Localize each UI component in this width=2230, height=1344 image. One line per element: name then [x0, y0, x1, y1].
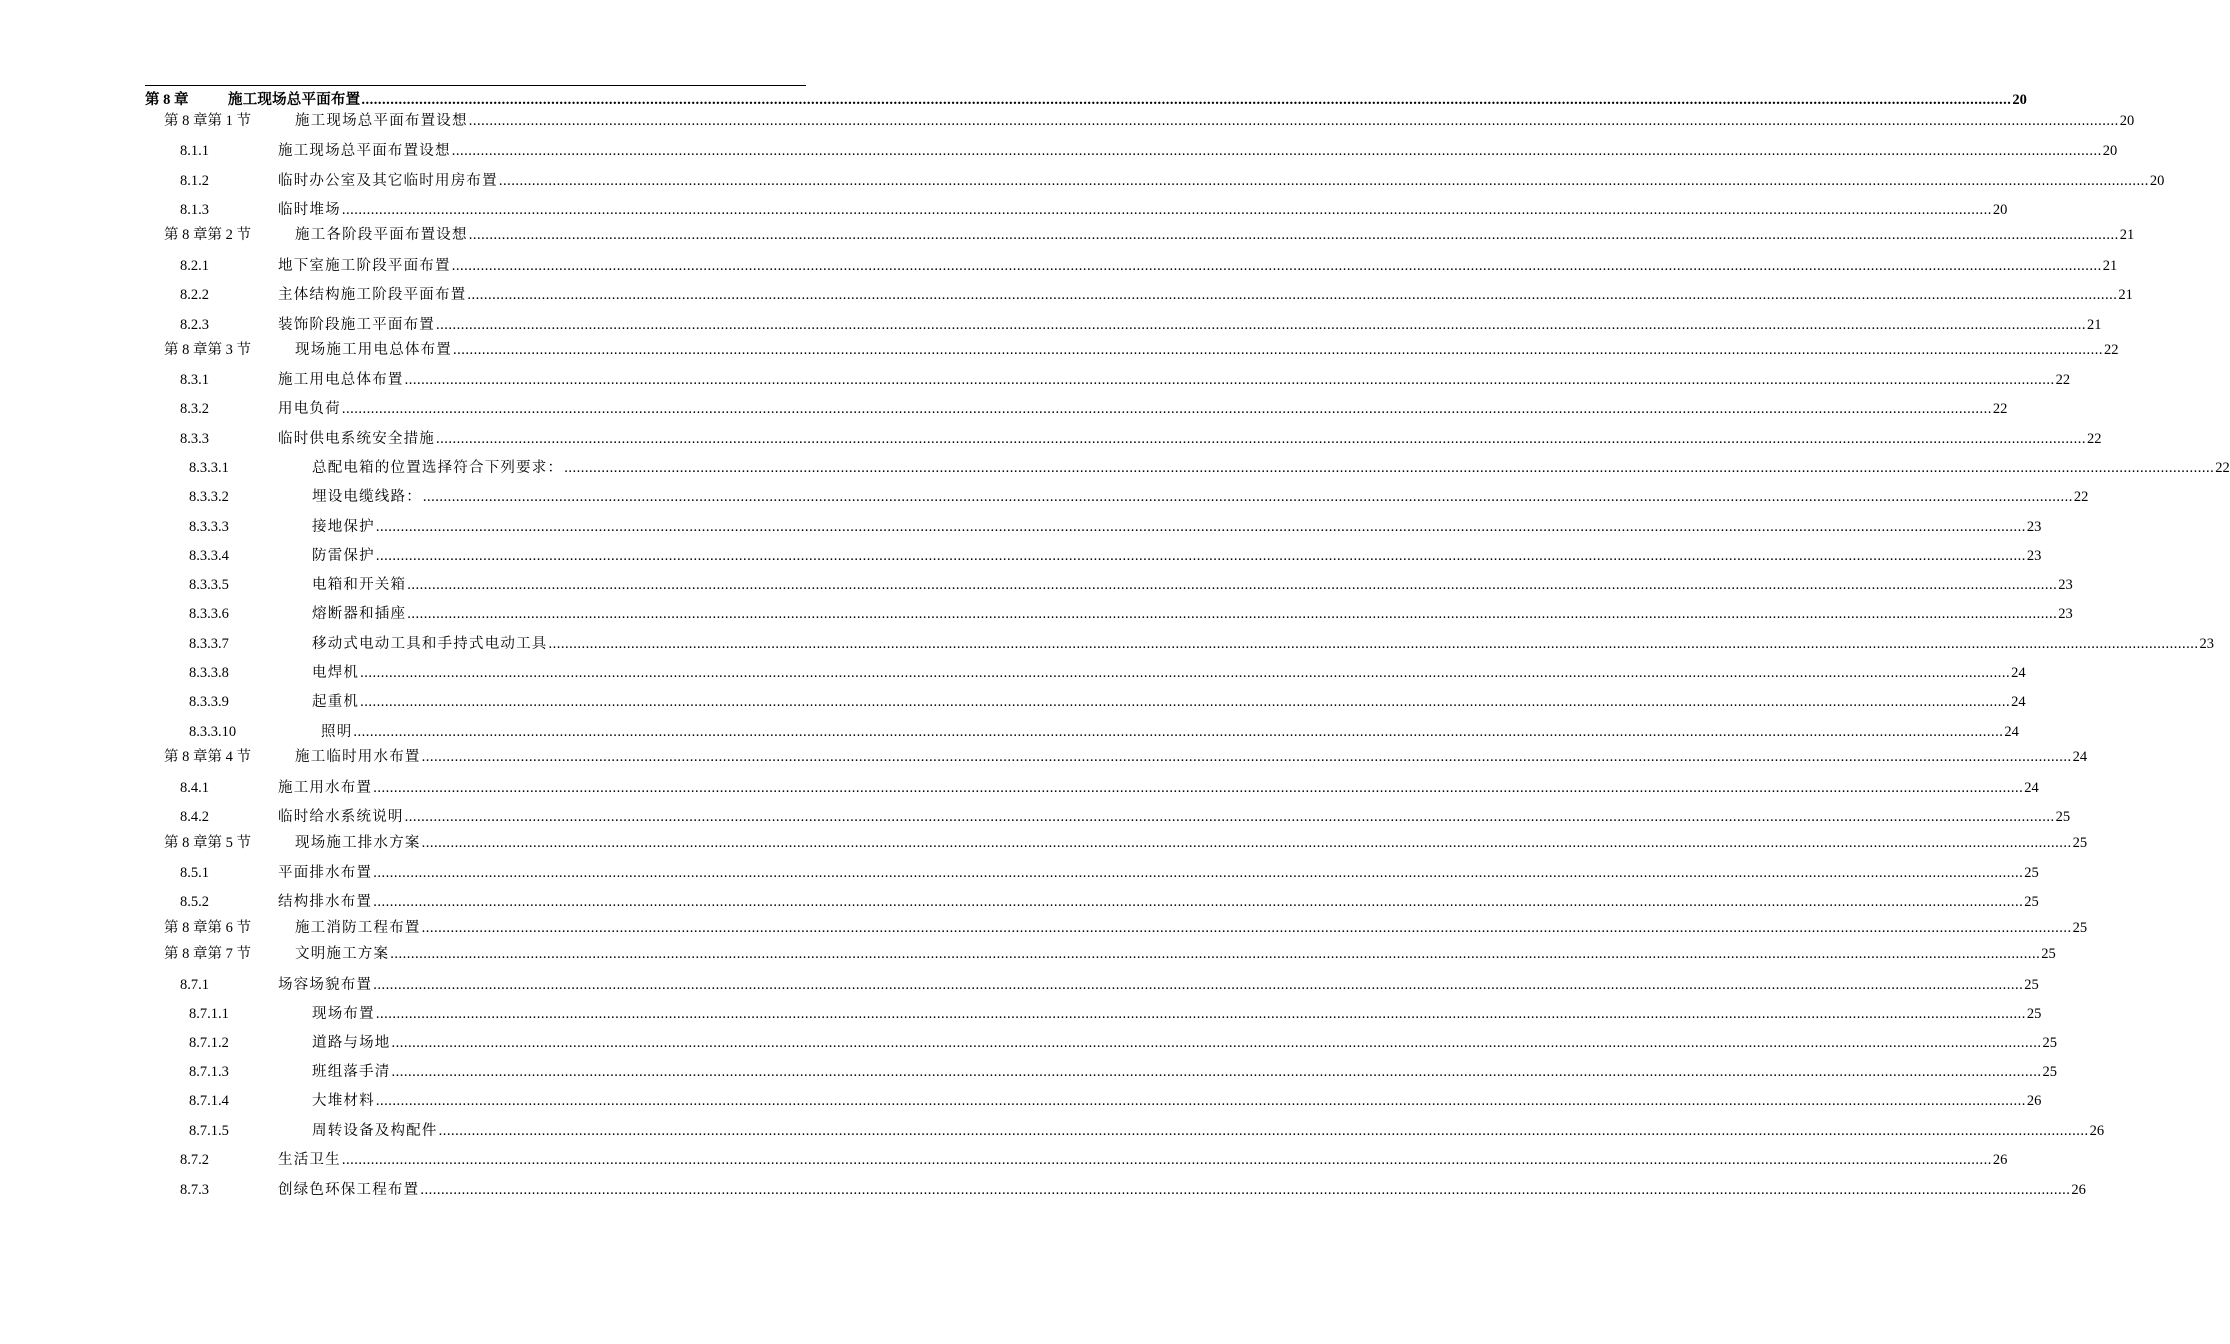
toc-dot-leader: ................................................................................................................................................................................................................................................................................................................................................................................................................ — [390, 946, 2041, 962]
toc-dot-leader: ................................................................................................................................................................................................................................................................................................................................................................................................................ — [564, 460, 2215, 476]
toc-entry-title: 道路与场地 — [312, 1035, 391, 1051]
toc-entry-title: 总配电箱的位置选择符合下列要求： — [312, 460, 564, 476]
toc-page-number: 23 — [2026, 548, 2042, 564]
toc-page-number: 26 — [2026, 1093, 2042, 1109]
toc-entry-number: 8.2.1 — [180, 258, 209, 274]
toc-page-number: 26 — [1992, 1152, 2008, 1168]
toc-entry-title: 熔断器和插座 — [312, 606, 407, 622]
toc-entry-title: 现场布置 — [312, 1006, 375, 1022]
toc-dot-leader: ................................................................................................................................................................................................................................................................................................................................................................................................................ — [341, 401, 1992, 417]
toc-entry-title: 施工用水布置 — [278, 780, 373, 796]
toc-entry-title: 结构排水布置 — [278, 894, 373, 910]
toc-entry-title: 主体结构施工阶段平面布置 — [278, 287, 467, 303]
toc-entry-number: 8.7.1.3 — [189, 1064, 229, 1080]
toc-page-number: 24 — [2024, 780, 2039, 796]
toc-page-number: 23 — [2058, 606, 2073, 622]
toc-entry-number: 8.3.3.10 — [189, 724, 237, 740]
toc-page-number: 24 — [2004, 724, 2019, 740]
toc-entry[interactable] — [0, 778, 2039, 798]
toc-dot-leader: ................................................................................................................................................................................................................................................................................................................................................................................................................ — [375, 548, 2026, 564]
toc-entry-title: 班组落手清 — [312, 1064, 391, 1080]
toc-dot-leader: ................................................................................................................................................................................................................................................................................................................................................................................................................ — [373, 894, 2024, 910]
toc-dot-leader: ................................................................................................................................................................................................................................................................................................................................................................................................................ — [438, 1123, 2089, 1139]
toc-entry[interactable] — [0, 833, 2088, 853]
toc-dot-leader: ................................................................................................................................................................................................................................................................................................................................................................................................................ — [421, 835, 2072, 851]
toc-dot-leader: ................................................................................................................................................................................................................................................................................................................................................................................................................ — [436, 317, 2086, 333]
toc-entry[interactable] — [0, 1062, 2057, 1082]
toc-dot-leader: ................................................................................................................................................................................................................................................................................................................................................................................................................ — [353, 724, 2004, 740]
toc-entry-number: 8.4.1 — [180, 780, 209, 796]
toc-entry[interactable] — [0, 487, 2089, 507]
toc-entry[interactable] — [0, 944, 2056, 964]
toc-entry-title: 移动式电动工具和手持式电动工具 — [312, 636, 548, 652]
toc-entry-number: 8.2.2 — [180, 287, 209, 303]
toc-page-number: 20 — [1992, 202, 2008, 218]
toc-entry[interactable] — [0, 1180, 2086, 1200]
toc-entry[interactable] — [0, 634, 2214, 654]
toc-entry-number: 第 8 章 — [145, 92, 189, 108]
toc-entry[interactable] — [0, 807, 2071, 827]
toc-page-number: 22 — [2215, 460, 2230, 476]
toc-entry-number: 8.7.3 — [180, 1182, 209, 1198]
toc-entry-number: 8.3.3.6 — [189, 606, 229, 622]
toc-page-number: 25 — [2041, 946, 2056, 962]
toc-page-number: 25 — [2072, 835, 2088, 851]
toc-dot-leader: ................................................................................................................................................................................................................................................................................................................................................................................................................ — [341, 202, 1992, 218]
toc-entry-number: 8.7.1 — [180, 977, 209, 993]
toc-page-number: 25 — [2024, 894, 2039, 910]
toc-entry-title: 施工现场总平面布置 — [228, 92, 361, 108]
toc-page-number: 25 — [2072, 920, 2088, 936]
toc-entry-title: 施工现场总平面布置设想 — [278, 143, 451, 159]
toc-entry-number: 第 8 章第 7 节 — [164, 946, 251, 962]
toc-entry[interactable] — [0, 1033, 2057, 1053]
toc-entry-number: 8.7.2 — [180, 1152, 209, 1168]
toc-dot-leader: ................................................................................................................................................................................................................................................................................................................................................................................................................ — [498, 173, 2149, 189]
toc-entry-number: 8.3.3.7 — [189, 636, 229, 652]
toc-page-number: 25 — [2042, 1064, 2057, 1080]
toc-dot-leader: ................................................................................................................................................................................................................................................................................................................................................................................................................ — [436, 431, 2086, 447]
toc-entry-number: 第 8 章第 1 节 — [164, 113, 251, 129]
toc-page-number: 22 — [2087, 431, 2102, 447]
toc-dot-leader: ................................................................................................................................................................................................................................................................................................................................................................................................................ — [407, 577, 2058, 593]
toc-entry-number: 8.7.1.2 — [189, 1035, 229, 1051]
toc-page-number: 24 — [2011, 694, 2026, 710]
toc-entry-number: 8.5.2 — [180, 894, 209, 910]
toc-page-number: 21 — [2119, 227, 2135, 243]
toc-entry-title: 临时给水系统说明 — [278, 809, 404, 825]
toc-dot-leader: ................................................................................................................................................................................................................................................................................................................................................................................................................ — [375, 1006, 2026, 1022]
toc-entry-title: 周转设备及构配件 — [312, 1123, 438, 1139]
toc-entry-title: 地下室施工阶段平面布置 — [278, 258, 451, 274]
toc-entry-title: 装饰阶段施工平面布置 — [278, 317, 435, 333]
toc-dot-leader: ................................................................................................................................................................................................................................................................................................................................................................................................................ — [373, 780, 2024, 796]
toc-page-number: 25 — [2024, 977, 2039, 993]
toc-dot-leader: ................................................................................................................................................................................................................................................................................................................................................................................................................ — [407, 606, 2058, 622]
toc-page-number: 23 — [2199, 636, 2214, 652]
toc-dot-leader: ................................................................................................................................................................................................................................................................................................................................................................................................................ — [373, 865, 2024, 881]
toc-dot-leader: ................................................................................................................................................................................................................................................................................................................................................................................................................ — [421, 749, 2072, 765]
toc-page-number: 21 — [2102, 258, 2118, 274]
toc-entry[interactable] — [0, 429, 2102, 449]
toc-entry-title: 施工各阶段平面布置设想 — [295, 227, 468, 243]
toc-entry-title: 平面排水布置 — [278, 865, 373, 881]
toc-entry[interactable] — [0, 918, 2088, 938]
toc-entry-title: 施工消防工程布置 — [295, 920, 421, 936]
toc-entry[interactable] — [0, 256, 2118, 276]
toc-entry-number: 8.1.3 — [180, 202, 209, 218]
toc-dot-leader: ................................................................................................................................................................................................................................................................................................................................................................................................................ — [420, 1182, 2071, 1198]
toc-entry[interactable] — [0, 575, 2073, 595]
toc-entry-title: 电箱和开关箱 — [312, 577, 407, 593]
toc-entry-title: 起重机 — [312, 694, 360, 710]
toc-entry-title: 生活卫生 — [278, 1152, 341, 1168]
toc-page-number: 22 — [2104, 342, 2119, 358]
toc-dot-leader: ................................................................................................................................................................................................................................................................................................................................................................................................................ — [391, 1035, 2042, 1051]
toc-page-number: 26 — [2071, 1182, 2086, 1198]
toc-page-number: 20 — [2102, 143, 2118, 159]
toc-dot-leader: ................................................................................................................................................................................................................................................................................................................................................................................................................ — [404, 809, 2055, 825]
toc-page-number: 25 — [2026, 1006, 2042, 1022]
toc-entry-title: 用电负荷 — [278, 401, 341, 417]
toc-dot-leader: ................................................................................................................................................................................................................................................................................................................................................................................................................ — [404, 372, 2055, 388]
toc-entry-number: 8.4.2 — [180, 809, 209, 825]
toc-entry[interactable] — [0, 340, 2119, 360]
toc-entry-title: 创绿色环保工程布置 — [278, 1182, 420, 1198]
toc-dot-leader: ................................................................................................................................................................................................................................................................................................................................................................................................................ — [341, 1152, 1992, 1168]
toc-dot-leader: ................................................................................................................................................................................................................................................................................................................................................................................................................ — [468, 113, 2119, 129]
toc-entry[interactable] — [0, 315, 2102, 335]
toc-page-number: 20 — [2119, 113, 2135, 129]
toc-entry-number: 8.3.3.1 — [189, 460, 229, 476]
toc-entry-number: 第 8 章第 3 节 — [164, 342, 251, 358]
toc-dot-leader: ................................................................................................................................................................................................................................................................................................................................................................................................................ — [360, 665, 2011, 681]
toc-page-number: 24 — [2072, 749, 2088, 765]
toc-page-number: 23 — [2026, 519, 2042, 535]
toc-entry-title: 临时供电系统安全措施 — [278, 431, 435, 447]
toc-page-number: 20 — [2012, 92, 2027, 108]
toc-page-number: 21 — [2118, 287, 2133, 303]
toc-entry[interactable] — [0, 604, 2073, 624]
toc-entry[interactable] — [0, 546, 2042, 566]
toc-entry-number: 8.5.1 — [180, 865, 209, 881]
toc-dot-leader: ................................................................................................................................................................................................................................................................................................................................................................................................................ — [375, 1093, 2026, 1109]
toc-dot-leader: ................................................................................................................................................................................................................................................................................................................................................................................................................ — [360, 694, 2011, 710]
toc-dot-leader: ................................................................................................................................................................................................................................................................................................................................................................................................................ — [421, 920, 2072, 936]
toc-dot-leader: ................................................................................................................................................................................................................................................................................................................................................................................................................ — [467, 287, 2118, 303]
toc-entry-number: 8.3.1 — [180, 372, 209, 388]
toc-entry-number: 8.3.2 — [180, 401, 209, 417]
toc-dot-leader: ................................................................................................................................................................................................................................................................................................................................................................................................................ — [375, 519, 2026, 535]
toc-page-number: 21 — [2087, 317, 2102, 333]
toc-entry-number: 第 8 章第 2 节 — [164, 227, 251, 243]
toc-entry[interactable] — [0, 285, 2133, 305]
toc-dot-leader: ................................................................................................................................................................................................................................................................................................................................................................................................................ — [453, 342, 2103, 358]
toc-entry-number: 第 8 章第 6 节 — [164, 920, 251, 936]
toc-entry[interactable] — [0, 663, 2026, 683]
toc-entry[interactable] — [0, 1091, 2042, 1111]
toc-entry-number: 8.3.3.4 — [189, 548, 229, 564]
toc-page-number: 23 — [2058, 577, 2073, 593]
toc-entry-title: 接地保护 — [312, 519, 375, 535]
toc-entry-number: 8.7.1.1 — [189, 1006, 229, 1022]
toc-entry-title: 文明施工方案 — [295, 946, 390, 962]
toc-entry[interactable] — [0, 1004, 2042, 1024]
toc-entry[interactable] — [0, 863, 2039, 883]
toc-entry[interactable] — [0, 692, 2026, 712]
toc-dot-leader: ................................................................................................................................................................................................................................................................................................................................................................................................................ — [361, 92, 2012, 108]
toc-entry-title: 照明 — [321, 724, 353, 740]
toc-dot-leader: ................................................................................................................................................................................................................................................................................................................................................................................................................ — [451, 143, 2102, 159]
toc-page-number: 22 — [2055, 372, 2071, 388]
toc-entry-number: 8.2.3 — [180, 317, 209, 333]
toc-entry[interactable] — [0, 399, 2008, 419]
toc-entry-number: 8.3.3.9 — [189, 694, 229, 710]
toc-entry-title: 临时堆场 — [278, 202, 341, 218]
toc-page-number: 24 — [2011, 665, 2026, 681]
toc-page-number: 22 — [1992, 401, 2008, 417]
toc-entry[interactable] — [0, 141, 2118, 161]
toc-entry[interactable] — [0, 722, 2019, 742]
toc-page-number: 25 — [2055, 809, 2071, 825]
toc-entry-title: 电焊机 — [312, 665, 360, 681]
toc-entry[interactable] — [0, 200, 2008, 220]
toc-entry[interactable] — [0, 370, 2071, 390]
toc-entry-number: 第 8 章第 5 节 — [164, 835, 251, 851]
toc-entry[interactable] — [0, 1150, 2008, 1170]
toc-entry[interactable] — [0, 90, 2027, 110]
toc-entry-number: 8.7.1.5 — [189, 1123, 229, 1139]
toc-entry[interactable] — [0, 747, 2088, 767]
toc-entry-title: 大堆材料 — [312, 1093, 375, 1109]
toc-entry-number: 8.3.3.8 — [189, 665, 229, 681]
toc-entry-title: 临时办公室及其它临时用房布置 — [278, 173, 498, 189]
toc-entry-number: 8.3.3.2 — [189, 489, 229, 505]
toc-entry-number: 8.7.1.4 — [189, 1093, 229, 1109]
toc-page-number: 26 — [2089, 1123, 2105, 1139]
toc-entry-number: 第 8 章第 4 节 — [164, 749, 251, 765]
toc-entry[interactable] — [0, 458, 2230, 478]
toc-entry-number: 8.1.1 — [180, 143, 209, 159]
toc-entry-title: 施工用电总体布置 — [278, 372, 404, 388]
toc-entry-number: 8.3.3.3 — [189, 519, 229, 535]
toc-entry-title: 施工临时用水布置 — [295, 749, 421, 765]
toc-dot-leader: ................................................................................................................................................................................................................................................................................................................................................................................................................ — [451, 258, 2102, 274]
toc-entry-number: 8.1.2 — [180, 173, 209, 189]
toc-page-number: 22 — [2073, 489, 2089, 505]
header-rule — [145, 85, 806, 86]
toc-entry-title: 现场施工用电总体布置 — [295, 342, 452, 358]
toc-dot-leader: ................................................................................................................................................................................................................................................................................................................................................................................................................ — [373, 977, 2024, 993]
toc-entry-number: 8.3.3.5 — [189, 577, 229, 593]
toc-dot-leader: ................................................................................................................................................................................................................................................................................................................................................................................................................ — [468, 227, 2119, 243]
toc-entry[interactable] — [0, 892, 2039, 912]
toc-entry-title: 防雷保护 — [312, 548, 375, 564]
toc-dot-leader: ................................................................................................................................................................................................................................................................................................................................................................................................................ — [548, 636, 2199, 652]
toc-entry-title: 施工现场总平面布置设想 — [295, 113, 468, 129]
toc-entry-title: 场容场貌布置 — [278, 977, 373, 993]
toc-entry[interactable] — [0, 1121, 2105, 1141]
toc-entry[interactable] — [0, 111, 2135, 131]
toc-entry[interactable] — [0, 975, 2039, 995]
toc-dot-leader: ................................................................................................................................................................................................................................................................................................................................................................................................................ — [422, 489, 2073, 505]
toc-entry[interactable] — [0, 225, 2135, 245]
toc-page-number: 20 — [2149, 173, 2165, 189]
toc-entry-title: 埋设电缆线路： — [312, 489, 422, 505]
toc-page-number: 25 — [2024, 865, 2039, 881]
toc-entry-title: 现场施工排水方案 — [295, 835, 421, 851]
toc-entry[interactable] — [0, 517, 2042, 537]
toc-page-number: 25 — [2042, 1035, 2057, 1051]
toc-entry[interactable] — [0, 171, 2165, 191]
toc-dot-leader: ................................................................................................................................................................................................................................................................................................................................................................................................................ — [391, 1064, 2042, 1080]
toc-entry-number: 8.3.3 — [180, 431, 209, 447]
